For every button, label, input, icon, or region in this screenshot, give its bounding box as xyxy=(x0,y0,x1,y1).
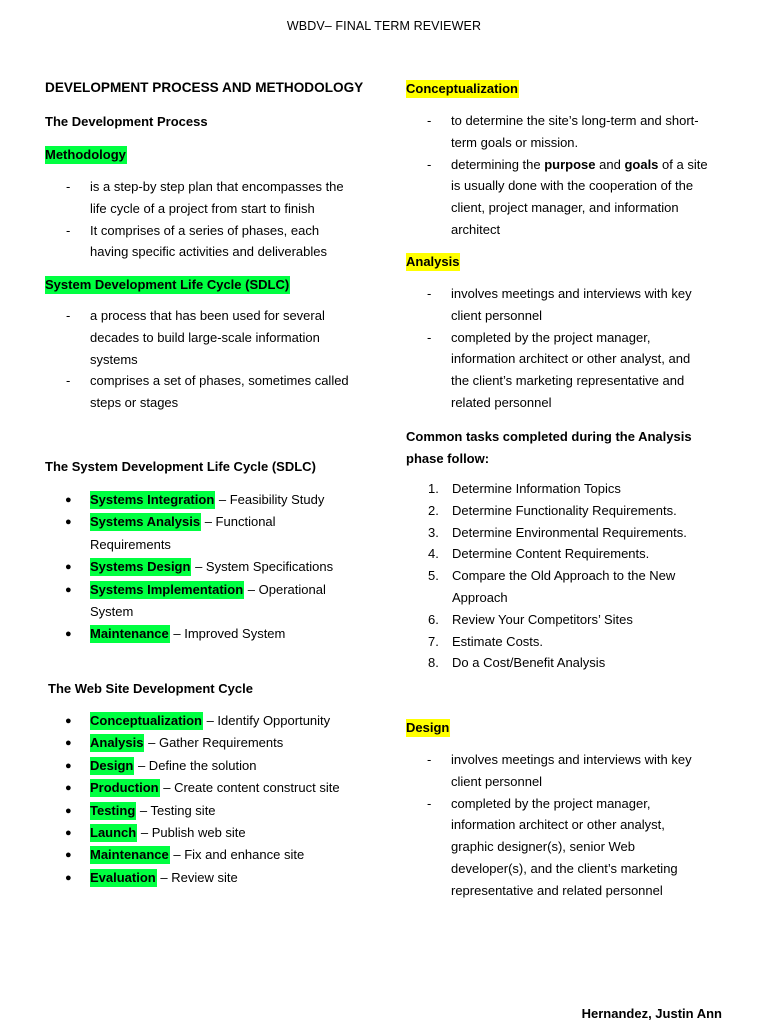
methodology-heading xyxy=(45,146,127,164)
list-item-text: determining the xyxy=(451,156,545,172)
cycle-item-term: Systems Implementation xyxy=(90,581,244,597)
cycle-item-term: Design xyxy=(90,757,134,773)
bullet-marker: ● xyxy=(65,759,72,772)
list-item xyxy=(406,154,708,241)
task-text: Determine Content Requirements. xyxy=(452,546,650,562)
sdlc-list xyxy=(45,305,349,414)
cycle-item-desc: – Publish web site xyxy=(140,825,246,841)
list-item-line: information architect or other analyst, xyxy=(451,817,665,833)
task-item xyxy=(406,522,687,544)
bullet-marker: ● xyxy=(65,628,72,641)
bullet-marker: ● xyxy=(65,827,72,840)
cycle-item-desc: – System Specifications xyxy=(195,559,334,575)
cycle-item-desc: – Improved System xyxy=(173,626,286,642)
list-item-line: comprises a set of phases, sometimes called xyxy=(90,373,349,389)
cycle-item xyxy=(45,755,340,777)
cycle-item-term: Launch xyxy=(90,825,137,841)
bullet-marker: ● xyxy=(65,583,72,596)
list-item-line: graphic designer(s), senior Web xyxy=(451,839,636,855)
list-item-line: involves meetings and interviews with key xyxy=(451,286,692,301)
task-text: Determine Functionality Requirements. xyxy=(452,502,677,518)
list-item-line: information architect or other analyst, and xyxy=(451,351,691,367)
list-item-text: of a site xyxy=(658,156,708,172)
cycle-item-desc: – Gather Requirements xyxy=(148,735,284,751)
task-item xyxy=(406,543,687,565)
task-text: Do a Cost/Benefit Analysis xyxy=(452,655,606,671)
list-item xyxy=(45,220,344,264)
list-item xyxy=(406,110,708,154)
page-header: WBDV– FINAL TERM REVIEWER xyxy=(286,19,482,33)
dash-marker: - xyxy=(427,156,432,172)
dash-marker: - xyxy=(66,308,71,323)
bullet-marker: ● xyxy=(65,737,72,750)
cycle-item-desc: – Define the solution xyxy=(137,757,257,773)
cycle-item-term: Systems Analysis xyxy=(90,514,201,530)
cycle-item xyxy=(45,710,340,732)
task-text: Approach xyxy=(452,589,508,605)
bullet-marker: ● xyxy=(65,849,72,862)
dash-marker: - xyxy=(427,795,432,811)
list-item-line: steps or stages xyxy=(90,395,179,411)
task-number: 8. xyxy=(428,655,439,671)
list-item xyxy=(406,749,692,793)
bullet-marker: ● xyxy=(65,804,72,817)
cycle-item xyxy=(45,623,333,645)
analysis-heading xyxy=(406,253,460,271)
task-item xyxy=(406,500,687,522)
bullet-marker: ● xyxy=(65,871,72,884)
cycle-item xyxy=(45,800,340,822)
list-item-line: life cycle of a project from start to finish xyxy=(90,200,315,216)
cycle-item-term: Maintenance xyxy=(90,847,169,863)
analysis-tasks-title xyxy=(406,426,692,470)
dash-marker: - xyxy=(427,286,432,301)
list-item xyxy=(45,176,344,220)
cycle-item-term: Systems Design xyxy=(90,559,191,575)
dash-marker: - xyxy=(427,752,432,767)
bullet-marker: ● xyxy=(65,782,72,795)
cycle-item-desc: – Review site xyxy=(160,869,238,885)
task-number: 7. xyxy=(428,633,439,649)
web-cycle-list xyxy=(45,710,340,889)
cycle-item-term: Testing xyxy=(90,802,136,818)
cycle-item-desc-cont: System xyxy=(90,604,134,620)
cycle-item xyxy=(45,844,340,866)
cycle-item-desc: – Feasibility Study xyxy=(218,492,325,507)
methodology-label: Methodology xyxy=(45,147,126,162)
tasks-title-line: phase follow: xyxy=(406,450,490,466)
dash-marker: - xyxy=(66,373,71,389)
main-title: DEVELOPMENT PROCESS AND METHODOLOGY xyxy=(45,80,364,95)
list-item-text: and xyxy=(595,156,625,172)
task-text: Compare the Old Approach to the New xyxy=(452,568,676,584)
task-number: 6. xyxy=(428,611,439,627)
list-item-line: developer(s), and the client’s marketing xyxy=(451,860,678,876)
list-item-line: architect xyxy=(451,221,501,237)
cycle-item-desc: – Identify Opportunity xyxy=(206,713,331,728)
author-name: Hernandez, Justin Ann xyxy=(581,1006,722,1021)
cycle-item-term: Production xyxy=(90,780,159,796)
cycle-item-term: Conceptualization xyxy=(90,713,202,728)
task-number: 3. xyxy=(428,524,439,540)
methodology-list xyxy=(45,176,344,263)
web-cycle-title: The Web Site Development Cycle xyxy=(48,681,253,696)
task-text: Determine Environmental Requirements. xyxy=(452,524,687,540)
task-item xyxy=(406,478,687,500)
cycle-item-term: Analysis xyxy=(90,735,144,751)
cycle-item-desc: – Fix and enhance site xyxy=(173,847,305,863)
task-item xyxy=(406,565,687,609)
task-item xyxy=(406,631,687,653)
dash-marker: - xyxy=(427,113,432,128)
analysis-tasks-list xyxy=(406,478,687,674)
conceptualization-label: Conceptualization xyxy=(406,81,518,96)
list-item-line: related personnel xyxy=(451,394,552,410)
sdlc-cycle-title: The System Development Life Cycle (SDLC) xyxy=(45,459,316,474)
conceptualization-heading xyxy=(406,80,519,98)
bullet-marker: ● xyxy=(65,561,72,574)
cycle-item-term: Maintenance xyxy=(90,626,169,642)
cycle-item-desc: – Operational xyxy=(247,581,326,597)
list-item-line: the client’s marketing representative and xyxy=(451,373,685,389)
list-item xyxy=(406,283,692,327)
bullet-marker: ● xyxy=(65,494,72,506)
cycle-item xyxy=(45,867,340,889)
tasks-title-line: Common tasks completed during the Analysis xyxy=(406,429,692,444)
list-item-line: completed by the project manager, xyxy=(451,795,651,811)
list-item xyxy=(406,793,692,902)
task-number: 4. xyxy=(428,546,439,562)
cycle-item xyxy=(45,732,340,754)
list-item-line: decades to build large-scale information xyxy=(90,329,320,345)
task-text: Estimate Costs. xyxy=(452,633,544,649)
list-item xyxy=(45,370,349,414)
sdlc-cycle-list xyxy=(45,489,333,646)
cycle-item xyxy=(45,579,333,624)
task-item xyxy=(406,609,687,631)
list-item-line: is a step-by step plan that encompasses the xyxy=(90,179,344,194)
list-item-line: client personnel xyxy=(451,307,543,323)
task-number: 1. xyxy=(428,481,439,496)
conceptualization-list xyxy=(406,110,708,241)
cycle-item-desc: – Create content construct site xyxy=(163,780,340,796)
dash-marker: - xyxy=(66,222,71,238)
list-item-line: involves meetings and interviews with key xyxy=(451,752,692,767)
cycle-item xyxy=(45,511,333,556)
cycle-item xyxy=(45,822,340,844)
task-text: Review Your Competitors’ Sites xyxy=(452,611,633,627)
bullet-marker: ● xyxy=(65,715,72,727)
cycle-item-term: Evaluation xyxy=(90,869,156,885)
list-item-line: having specific activities and deliverables xyxy=(90,244,328,260)
list-item-line: completed by the project manager, xyxy=(451,329,651,345)
cycle-item xyxy=(45,556,333,578)
design-list xyxy=(406,749,692,902)
cycle-item xyxy=(45,777,340,799)
design-label: Design xyxy=(406,720,450,735)
cycle-item-desc: – Functional xyxy=(204,514,276,530)
dash-marker: - xyxy=(66,179,71,194)
list-item-line: It comprises of a series of phases, each xyxy=(90,222,320,238)
list-item-line: a process that has been used for several xyxy=(90,308,325,323)
analysis-label: Analysis xyxy=(406,254,460,269)
analysis-list xyxy=(406,283,692,414)
sdlc-heading xyxy=(45,276,290,294)
bullet-marker: ● xyxy=(65,516,72,529)
list-item-line: representative and related personnel xyxy=(451,882,663,898)
list-item-line: term goals or mission. xyxy=(451,134,579,150)
task-text: Determine Information Topics xyxy=(452,481,621,496)
list-item-line: to determine the site’s long-term and short- xyxy=(451,113,699,128)
list-item-line: client, project manager, and information xyxy=(451,200,679,216)
dash-marker: - xyxy=(427,329,432,345)
cycle-item-desc-cont: Requirements xyxy=(90,536,171,552)
cycle-item-term: Systems Integration xyxy=(90,492,215,507)
task-number: 5. xyxy=(428,568,439,584)
cycle-item-desc: – Testing site xyxy=(139,802,216,818)
list-item xyxy=(45,305,349,370)
list-item-line: client personnel xyxy=(451,773,543,789)
list-item xyxy=(406,327,692,414)
list-item-line: is usually done with the cooperation of the xyxy=(451,178,694,194)
sdlc-label: System Development Life Cycle (SDLC) xyxy=(45,277,290,292)
task-number: 2. xyxy=(428,502,439,518)
task-item xyxy=(406,652,687,674)
goals-emphasis: goals xyxy=(624,156,659,172)
development-process-title: The Development Process xyxy=(45,114,208,129)
cycle-item xyxy=(45,489,333,511)
purpose-emphasis: purpose xyxy=(544,156,596,172)
design-heading xyxy=(406,719,450,737)
list-item-line: systems xyxy=(90,351,138,367)
